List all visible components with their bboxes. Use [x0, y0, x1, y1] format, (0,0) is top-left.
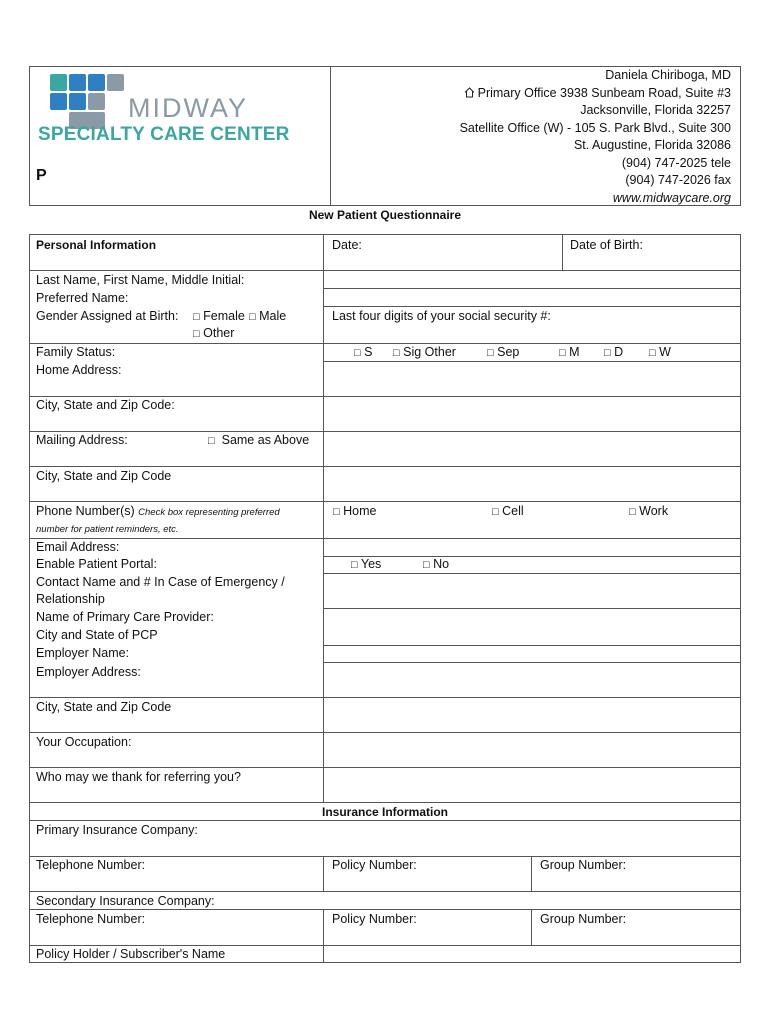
- phone-numbers-label: [36, 503, 280, 521]
- date-label: Date:: [332, 238, 362, 252]
- rule: [323, 573, 741, 574]
- policy-holder-label: Policy Holder / Subscriber's Name: [36, 947, 226, 961]
- group-number-label: Group Number:: [540, 858, 627, 872]
- rule: [29, 909, 741, 910]
- family-option-d[interactable]: [604, 344, 623, 361]
- same-as-above-option[interactable]: [208, 432, 309, 449]
- gender-label: Gender Assigned at Birth:: [36, 309, 179, 323]
- header-divider: [330, 66, 331, 206]
- family-option-s[interactable]: [354, 344, 372, 361]
- primary-office: [464, 85, 731, 101]
- rule: [29, 697, 741, 698]
- phone-fax: (904) 747-2026 fax: [625, 173, 731, 187]
- family-option-text: M: [569, 345, 580, 359]
- policy-number2-label: Policy Number:: [332, 912, 417, 926]
- logo-square-4: [107, 74, 124, 91]
- city-state-zip-label: City, State and Zip Code:: [36, 398, 175, 412]
- checkbox[interactable]: □: [559, 347, 566, 359]
- referral-label: Who may we thank for referring you?: [36, 770, 241, 784]
- portal-no-text: No: [433, 557, 450, 571]
- group-number2-label: Group Number:: [540, 912, 627, 926]
- home-address-label: Home Address:: [36, 363, 122, 377]
- policy-number-label: Policy Number:: [332, 858, 417, 872]
- family-option-text: Sig Other: [403, 345, 456, 359]
- family-option-text: Sep: [497, 345, 520, 359]
- rule: [29, 431, 741, 432]
- ins-divider: [323, 856, 324, 891]
- same-as-above-text: Same as Above: [221, 433, 310, 447]
- rule: [29, 538, 741, 539]
- rule: [29, 343, 741, 344]
- gender-other-text: Other: [203, 326, 235, 340]
- logo-square-5: [50, 93, 67, 110]
- rule: [323, 662, 741, 663]
- rule: [323, 608, 741, 609]
- checkbox[interactable]: □: [249, 311, 256, 323]
- phone-cell-option[interactable]: [492, 503, 524, 520]
- family-option-sep[interactable]: [487, 344, 519, 361]
- phone-home-option[interactable]: [333, 503, 376, 520]
- column-divider: [323, 234, 324, 802]
- portal-label: Enable Patient Portal:: [36, 557, 157, 571]
- primary-city: Jacksonville, Florida 32257: [580, 103, 731, 117]
- home-icon: [464, 87, 475, 98]
- gender-other-option[interactable]: [193, 325, 234, 342]
- gender-male-option[interactable]: [249, 308, 286, 325]
- pcp-label: Name of Primary Care Provider:: [36, 610, 214, 624]
- checkbox[interactable]: □: [354, 347, 361, 359]
- checkbox[interactable]: □: [487, 347, 494, 359]
- family-option-m[interactable]: [559, 344, 580, 361]
- rule: [323, 306, 741, 307]
- rule: [323, 556, 741, 557]
- phone-tele: (904) 747-2025 tele: [621, 156, 731, 170]
- phone-work-option[interactable]: [629, 503, 668, 520]
- form-title: New Patient Questionnaire: [308, 208, 462, 222]
- primary-insurance-label: Primary Insurance Company:: [36, 823, 198, 837]
- email-label: Email Address:: [36, 540, 120, 554]
- portal-yes-text: Yes: [360, 557, 382, 571]
- gender-female-option[interactable]: [193, 308, 245, 325]
- doctor-name: Daniela Chiriboga, MD: [605, 68, 731, 82]
- emergency-relationship-label: Relationship: [36, 592, 105, 606]
- checkbox[interactable]: □: [393, 347, 400, 359]
- logo-word-specialty: SPECIALTY CARE CENTER: [38, 124, 290, 145]
- ins-divider: [531, 909, 532, 945]
- gender-male-text: Male: [259, 309, 287, 323]
- pcp-city-label: City and State of PCP: [36, 628, 158, 642]
- rule: [29, 732, 741, 733]
- rule: [29, 767, 741, 768]
- ins-divider: [531, 856, 532, 891]
- employer-city-label: City, State and Zip Code: [36, 700, 172, 714]
- family-option-sig-other[interactable]: [393, 344, 456, 361]
- rule: [29, 820, 741, 821]
- employer-address-label: Employer Address:: [36, 665, 141, 679]
- phone-label-text: Phone Number(s): [36, 504, 135, 518]
- family-option-text: D: [614, 345, 624, 359]
- rule: [29, 802, 741, 803]
- rule: [29, 891, 741, 892]
- checkbox[interactable]: □: [423, 559, 430, 571]
- phone-work-text: Work: [639, 504, 669, 518]
- logo-square-3: [88, 74, 105, 91]
- checkbox[interactable]: □: [333, 506, 340, 518]
- logo-square-7: [88, 93, 105, 110]
- rule: [323, 361, 741, 362]
- phone-note-line2: number for patient reminders, etc.: [36, 524, 179, 535]
- portal-no-option[interactable]: [423, 556, 449, 573]
- checkbox[interactable]: □: [604, 347, 611, 359]
- secondary-insurance-label: Secondary Insurance Company:: [36, 894, 215, 908]
- dob-divider: [562, 234, 563, 270]
- checkbox[interactable]: □: [629, 506, 636, 518]
- telephone-label: Telephone Number:: [36, 858, 146, 872]
- rule: [323, 645, 741, 646]
- personal-heading: Personal Information: [36, 238, 157, 252]
- rule: [29, 501, 741, 502]
- name-label: Last Name, First Name, Middle Initial:: [36, 273, 245, 287]
- satellite-office: Satellite Office (W) - 105 S. Park Blvd., Suite 300: [459, 121, 731, 135]
- dob-label: Date of Birth:: [570, 238, 643, 252]
- preferred-name-label: Preferred Name:: [36, 291, 129, 305]
- ins-divider: [323, 909, 324, 963]
- logo: [38, 72, 308, 152]
- family-option-text: W: [659, 345, 671, 359]
- checkbox[interactable]: □: [193, 328, 200, 340]
- phone-cell-text: Cell: [502, 504, 524, 518]
- logo-square-2: [69, 74, 86, 91]
- employer-name-label: Employer Name:: [36, 646, 130, 660]
- checkbox[interactable]: □: [649, 347, 656, 359]
- checkbox[interactable]: □: [351, 559, 358, 571]
- checkbox[interactable]: □: [193, 311, 200, 323]
- logo-square-1: [50, 74, 67, 91]
- website-link[interactable]: www.midwaycare.org: [612, 191, 731, 205]
- satellite-city: St. Augustine, Florida 32086: [573, 138, 731, 152]
- ssn-label: Last four digits of your social security #:: [332, 309, 551, 323]
- primary-office-text: Primary Office 3938 Sunbeam Road, Suite #3: [477, 86, 731, 100]
- checkbox[interactable]: □: [492, 506, 499, 518]
- mailing-address-label: Mailing Address:: [36, 433, 128, 447]
- phone-note-line1: Check box representing preferred: [138, 507, 280, 518]
- patient-initial: P: [36, 167, 47, 184]
- rule: [323, 288, 741, 289]
- family-status-label: Family Status:: [36, 345, 116, 359]
- emergency-contact-label: Contact Name and # In Case of Emergency /: [36, 575, 285, 589]
- family-option-w[interactable]: [649, 344, 671, 361]
- insurance-heading: Insurance Information: [321, 805, 449, 819]
- portal-yes-option[interactable]: [351, 556, 381, 573]
- family-option-text: S: [364, 345, 373, 359]
- rule: [29, 466, 741, 467]
- rule: [29, 270, 741, 271]
- checkbox[interactable]: □: [208, 435, 215, 447]
- gender-female-text: Female: [203, 309, 245, 323]
- logo-square-6: [69, 93, 86, 110]
- mailing-city-label: City, State and Zip Code: [36, 469, 172, 483]
- logo-word-midway: MIDWAY: [128, 93, 248, 123]
- occupation-label: Your Occupation:: [36, 735, 132, 749]
- phone-home-text: Home: [343, 504, 377, 518]
- telephone2-label: Telephone Number:: [36, 912, 146, 926]
